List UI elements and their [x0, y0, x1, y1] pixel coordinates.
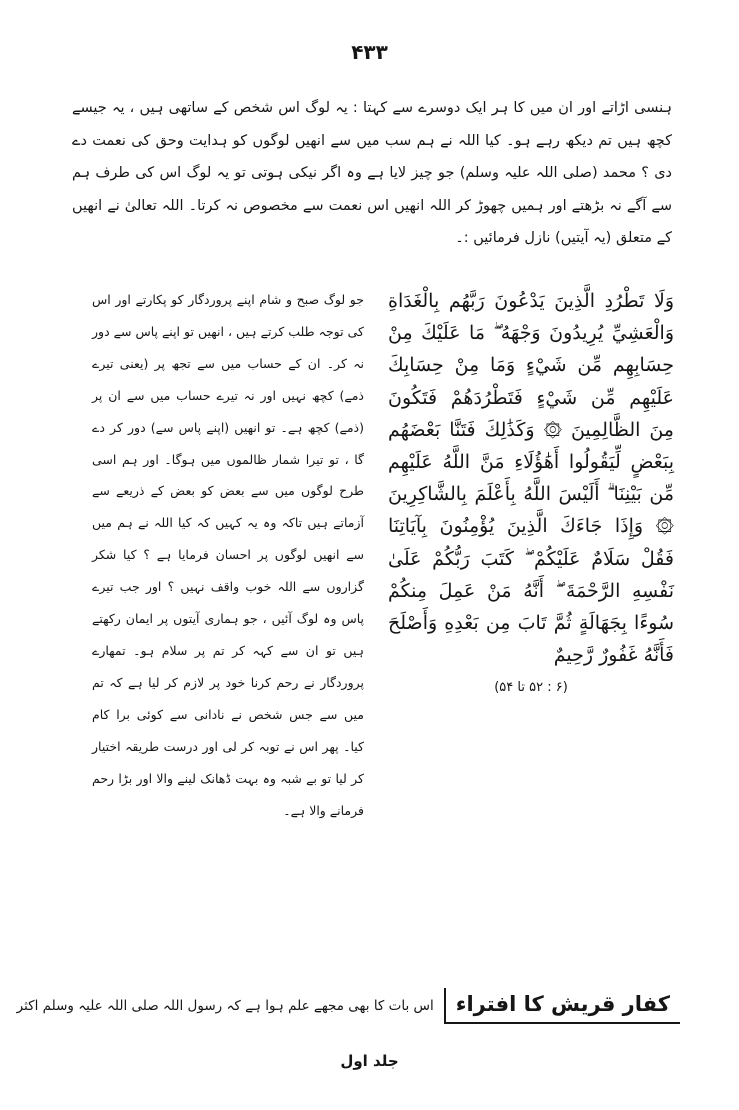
- intro-text: ہنسی اڑاتے اور ان میں کا ہر ایک دوسرے سے کہتا : یہ لوگ اس شخص کے ساتھی ہیں ، یہ جیسے کچھ ہیں تم دیکھ رہے ہو۔ کیا اللہ نے ہم سب میں سے انھیں لوگوں کو ہدایت وحق کی نعمت دے دی ؟ محمد (صلی اللہ علیہ وسلم) جو چیز لایا ہے وہ اگر نیکی ہوتی تو یہ لوگ اس کی طرف ہم سے آگے نہ بڑھتے اور ہمیں چھوڑ کر اللہ انھیں اس نعمت سے مخصوص نہ کرتا۔ اللہ تعالیٰ نے انھیں کے متعلق (یہ آیتیں) نازل فرمائیں :۔: [72, 100, 672, 246]
- intro-paragraph: [72, 92, 672, 255]
- section-text: اس بات کا بھی مجھے علم ہوا ہے کہ رسول اللہ صلی اللہ علیہ وسلم اکثر: [16, 998, 434, 1014]
- page-number: ۴۳۳: [351, 40, 388, 64]
- section-heading: کفار قریش کا افتراء: [444, 988, 680, 1024]
- arabic-verses: وَلَا تَطْرُدِ الَّذِينَ يَدْعُونَ رَبَّهُم بِالْغَدَاةِ وَالْعَشِيِّ يُرِيدُونَ وَجْهَهُ ۖ مَا عَلَيْكَ مِنْ حِسَابِهِم مِّن شَيْءٍ وَمَا مِنْ حِسَابِكَ عَلَيْهِم مِّن شَيْءٍ فَتَطْرُدَهُمْ فَتَكُونَ مِنَ الظَّالِمِينَ ۞ وَكَذَٰلِكَ فَتَنَّا بَعْضَهُم بِبَعْضٍ لِّيَقُولُوا أَهَٰؤُلَاءِ مَنَّ اللَّهُ عَلَيْهِم مِّن بَيْنِنَا ۗ أَلَيْسَ اللَّهُ بِأَعْلَمَ بِالشَّاكِرِينَ ۞ وَإِذَا جَاءَكَ الَّذِينَ يُؤْمِنُونَ بِآيَاتِنَا فَقُلْ سَلَامٌ عَلَيْكُمْ ۖ كَتَبَ رَبُّكُمْ عَلَىٰ نَفْسِهِ الرَّحْمَةَ ۖ أَنَّهُ مَنْ عَمِلَ مِنكُمْ سُوءًا بِجَهَالَةٍ ثُمَّ تَابَ مِن بَعْدِهِ وَأَصْلَحَ فَأَنَّهُ غَفُورٌ رَّحِيمٌ: [388, 290, 674, 667]
- arabic-verses-column: [388, 285, 674, 699]
- verse-reference: (۶ : ۵۲ تا ۵۴): [494, 680, 568, 696]
- footer-volume-label: جلد اول: [340, 1052, 399, 1070]
- urdu-translation-column: [92, 284, 364, 826]
- urdu-translation: جو لوگ صبح و شام اپنے پروردگار کو پکارتے اور اس کی توجہ طلب کرتے ہیں ، انھیں تو اپنے پاس سے دور نہ کر۔ ان کے حساب میں سے تجھ پر (یعنی تیرے ذمے) کچھ نہیں اور نہ تیرے حساب میں سے ان پر (ذمے) کچھ ہے۔ تو انھیں (اپنے پاس سے) دور کر دے گا ، تو تیرا شمار ظالموں میں ہوگا۔ اور ہم اسی طرح لوگوں میں سے بعض کو بعض کے ذریعے سے آزماتے ہیں تاکہ وہ یہ کہیں کہ کیا اللہ نے ہم میں سے انھیں لوگوں پر احسان فرمایا ہے ؟ کیا شکر گزاروں سے اللہ خوب واقف نہیں ؟ اور جب تیرے پاس وہ لوگ آئیں ، جو ہماری آیتوں پر ایمان رکھتے ہیں تو ان سے کہہ کر تم پر سلام ہو۔ تمھارے پروردگار نے رحم کرنا خود پر لازم کر لیا ہے کہ تم میں سے جس شخص نے نادانی سے کوئی برا کام کیا۔ پھر اس نے توبہ کر لی اور درست طریقہ اختیار کر لیا تو بے شبہ وہ بہت ڈھانک لینے والا اور بڑا رحم فرمانے والا ہے۔: [92, 292, 364, 818]
- section-row: [16, 988, 680, 1024]
